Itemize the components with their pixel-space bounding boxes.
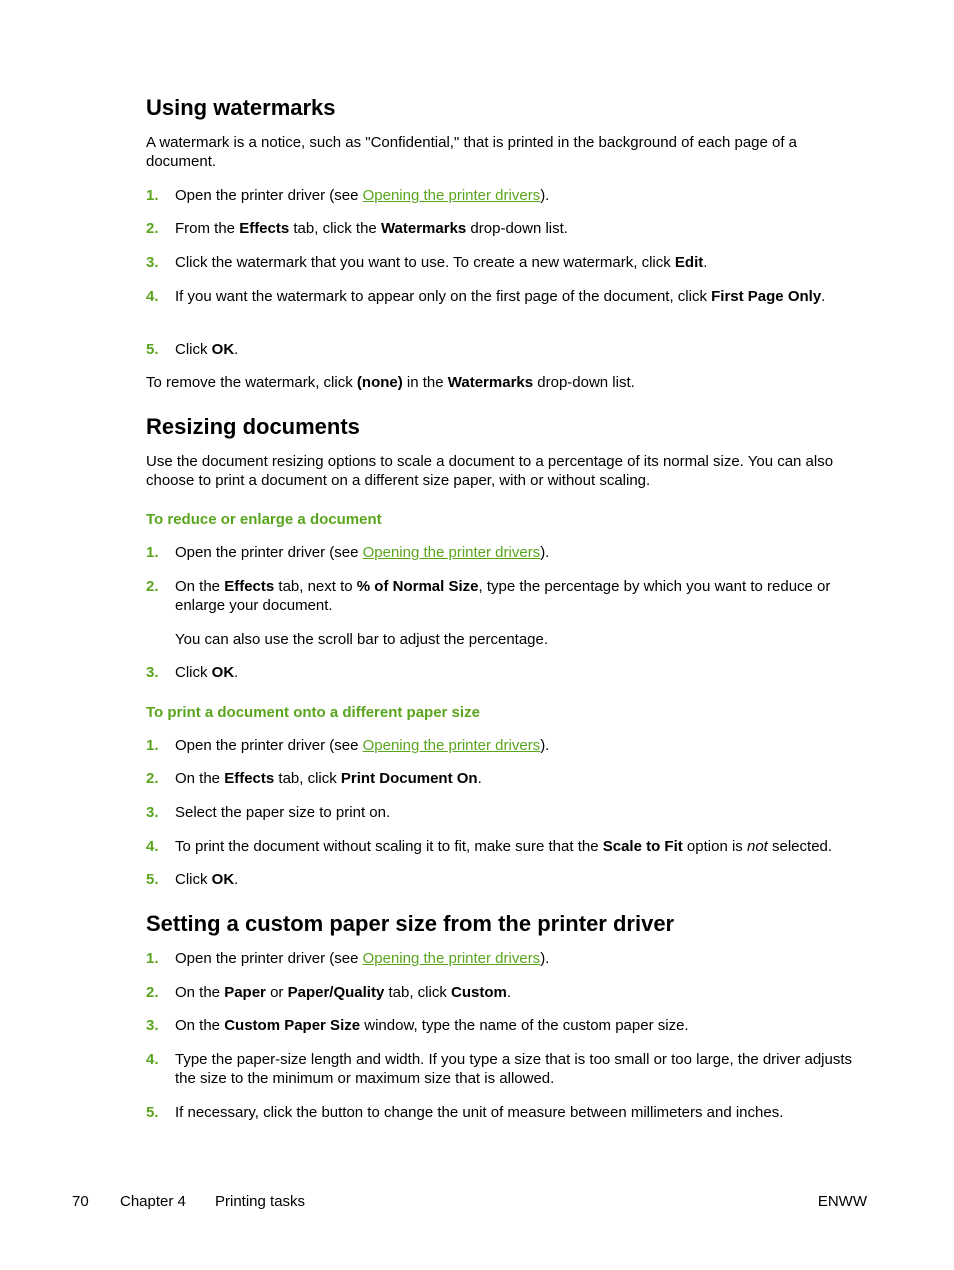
- list-item: [146, 219, 868, 238]
- step-number: 5.: [146, 1104, 159, 1121]
- list-item: [146, 983, 868, 1002]
- step-text: Click: [175, 341, 212, 358]
- step-text: Open the printer driver (see: [175, 950, 363, 967]
- step-number: 2.: [146, 220, 159, 237]
- watermarks-intro: A watermark is a notice, such as "Confidential," that is printed in the background of each page of a document.: [146, 134, 798, 170]
- resizing-intro: Use the document resizing options to scale a document to a percentage of its normal size. You can also choose to print a document on a different size paper, with or without scaling.: [146, 453, 834, 489]
- step-bold: Paper: [224, 984, 266, 1001]
- list-item: [146, 870, 868, 889]
- list-item: [146, 1050, 868, 1090]
- step-bold: % of Normal Size: [356, 578, 479, 595]
- step-bold: Scale to Fit: [602, 838, 683, 855]
- step-number: 1.: [146, 187, 159, 204]
- step-bold: OK: [211, 341, 235, 358]
- step-text: Select the paper size to print on.: [175, 804, 391, 821]
- step-bold: Paper/Quality: [287, 984, 385, 1001]
- step-text: ).: [540, 737, 550, 754]
- step-text: If necessary, click the button to change the unit of measure between millimeters and inches.: [175, 1104, 784, 1121]
- step-number: 3.: [146, 1017, 159, 1034]
- list-item: [146, 186, 868, 205]
- step-text: window, type the name of the custom paper size.: [360, 1017, 689, 1034]
- step-text: drop-down list.: [466, 220, 568, 237]
- step-number: 2.: [146, 770, 159, 787]
- step-text: tab, click: [384, 984, 451, 1001]
- step-text: tab, next to: [274, 578, 357, 595]
- step-text: On the: [175, 984, 225, 1001]
- step-number: 3.: [146, 804, 159, 821]
- step-text: Open the printer driver (see: [175, 544, 363, 561]
- step-number: 4.: [146, 288, 159, 305]
- step-bold: Effects: [224, 770, 275, 787]
- step-text: .: [234, 341, 239, 358]
- step-number: 2.: [146, 984, 159, 1001]
- step-number: 3.: [146, 254, 159, 271]
- opening-printer-drivers-link[interactable]: Opening the printer drivers: [362, 737, 541, 754]
- step-number: 5.: [146, 871, 159, 888]
- list-item: [146, 577, 871, 617]
- step-number: 4.: [146, 838, 159, 855]
- step-text: , type the percentage by which you want to reduce or enlarge your document.: [175, 578, 831, 614]
- step-bold: OK: [211, 664, 235, 681]
- step-text: To print the document without scaling it to fit, make sure that the: [175, 838, 603, 855]
- step-text: ).: [540, 950, 550, 967]
- footer-chapter: Chapter 4: [120, 1193, 186, 1210]
- opening-printer-drivers-link[interactable]: Opening the printer drivers: [362, 950, 541, 967]
- step-bold: Effects: [224, 578, 275, 595]
- footer-locale: ENWW: [817, 1193, 867, 1210]
- step-text: From the: [175, 220, 240, 237]
- outro-bold: (none): [356, 374, 403, 391]
- step-text: option is: [682, 838, 747, 855]
- outro-text: To remove the watermark, click: [146, 374, 357, 391]
- step-number: 1.: [146, 544, 159, 561]
- step-text: Click: [175, 871, 212, 888]
- list-item: [146, 543, 868, 562]
- step-text: If you want the watermark to appear only on the first page of the document, click: [175, 288, 712, 305]
- step-bold: Print Document On: [340, 770, 478, 787]
- list-item: [146, 663, 868, 682]
- step-text: ).: [540, 187, 550, 204]
- list-item: [146, 769, 868, 788]
- step-text: or: [265, 984, 288, 1001]
- step-text: tab, click: [274, 770, 341, 787]
- list-item: [146, 949, 868, 968]
- step-text: .: [506, 984, 511, 1001]
- step-note: You can also use the scroll bar to adjust the percentage.: [175, 631, 549, 648]
- step-number: 2.: [146, 578, 159, 595]
- step-text: Type the paper-size length and width. If you type a size that is too small or too large, the driver adjusts the size to the minimum or maximum size that is allowed.: [175, 1051, 853, 1087]
- step-number: 4.: [146, 1051, 159, 1068]
- step-text: .: [821, 288, 826, 305]
- step-bold: Custom: [450, 984, 507, 1001]
- step-text: tab, click the: [289, 220, 381, 237]
- step-text: .: [234, 871, 239, 888]
- step-text: Click the watermark that you want to use. To create a new watermark, click: [175, 254, 675, 271]
- step-text: .: [703, 254, 708, 271]
- step-text: On the: [175, 1017, 225, 1034]
- list-item: [146, 736, 868, 755]
- list-item: [146, 253, 868, 272]
- step-bold: OK: [211, 871, 235, 888]
- list-item: [146, 1016, 868, 1035]
- step-text: On the: [175, 578, 225, 595]
- list-item: [146, 287, 868, 327]
- outro-text: in the: [402, 374, 448, 391]
- step-number: 1.: [146, 950, 159, 967]
- footer-page-number: 70: [72, 1193, 89, 1210]
- step-bold: Custom Paper Size: [224, 1017, 361, 1034]
- list-item: [146, 340, 868, 359]
- step-text: Click: [175, 664, 212, 681]
- step-text: Open the printer driver (see: [175, 737, 363, 754]
- step-number: 1.: [146, 737, 159, 754]
- section-title-resizing: Resizing documents: [146, 414, 360, 439]
- step-bold: Effects: [239, 220, 290, 237]
- list-item: [146, 837, 871, 856]
- list-item: [146, 1103, 868, 1122]
- subheading-different-paper: To print a document onto a different paper size: [146, 704, 480, 721]
- list-item: [146, 803, 868, 822]
- outro-bold: Watermarks: [447, 374, 534, 391]
- step-text: .: [477, 770, 482, 787]
- step-text: Open the printer driver (see: [175, 187, 363, 204]
- step-number: 5.: [146, 341, 159, 358]
- step-text: .: [234, 664, 239, 681]
- opening-printer-drivers-link[interactable]: Opening the printer drivers: [362, 187, 541, 204]
- watermarks-outro: [146, 373, 868, 392]
- step-bold: Watermarks: [380, 220, 467, 237]
- footer-section: Printing tasks: [215, 1193, 306, 1210]
- step-number: 3.: [146, 664, 159, 681]
- step-bold: First Page Only: [711, 288, 822, 305]
- step-text: On the: [175, 770, 225, 787]
- subheading-reduce-enlarge: To reduce or enlarge a document: [146, 511, 382, 528]
- step-text: ).: [540, 544, 550, 561]
- outro-text: drop-down list.: [533, 374, 635, 391]
- step-italic: not: [746, 838, 768, 855]
- section-title-custom-paper: Setting a custom paper size from the printer driver: [146, 911, 675, 936]
- step-text: selected.: [767, 838, 833, 855]
- step-bold: Edit: [674, 254, 704, 271]
- opening-printer-drivers-link[interactable]: Opening the printer drivers: [362, 544, 541, 561]
- section-title-watermarks: Using watermarks: [146, 95, 336, 120]
